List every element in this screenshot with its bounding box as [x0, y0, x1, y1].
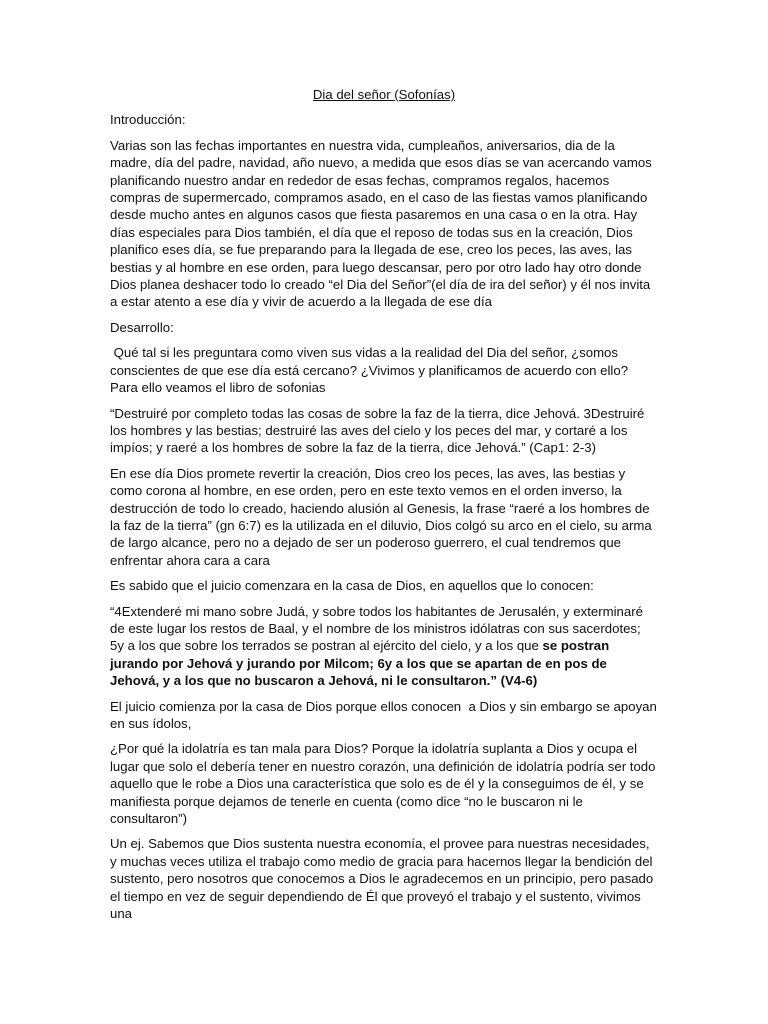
question-paragraph: Qué tal si les preguntara como viven sus vidas a la realidad del Dia del señor, ¿somos conscientes de que ese día está cercano? ¿Vivimos y planificamos de acuerdo con ello? Para ello veamos el libro de sofonias [110, 345, 632, 396]
scripture-quote-1: “Destruiré por completo todas las cosas de sobre la faz de la tierra, dice Jehová. 3Destruiré los hombres y las bestias; destruiré las aves del cielo y los peces del mar, y cortaré a los impíos; y raeré a los hombres de sobre la faz de la tierra, dice Jehová.” (Cap1: 2-3) [110, 405, 645, 456]
example-paragraph: Un ej. Sabemos que Dios sustenta nuestra economía, el provee para nuestras necesidades, y muchas veces utiliza el trabajo como medio de gracia para hacernos llegar la bendición del sustento, pero nosotros que conocemos a Dios le agradecemos en un principio, pero pasado el tiempo en vez de seguir dependiendo de Él que proveyó el trabajo y el sustento, vivimos una [110, 836, 654, 922]
intro-paragraph: Varias son las fechas importantes en nuestra vida, cumpleaños, aniversarios, dia de la madre, día del padre, navidad, año nuevo, a medida que esos días se van acercando vamos planificando nuestro andar en rededor de esas fechas, compramos regalos, hacemos compras de supermercado, compramos asado, en el caso de las fiestas vamos planificando desde mucho antes en algunos casos que fiesta pasaremos en una casa o en la otra. Hay días especiales para Dios también, el día que el reposo de todas sus en la creación, Dios planifico eses día, se fue preparando para la llegada de ese, creo los peces, las aves, las bestias y al hombre en ese orden, para luego descansar, pero por otro lado hay otro donde Dios planea deshacer todo lo creado “el Dia del Señor”(el día de ira del señor) y él nos invita a estar atento a ese día y vivir de acuerdo a la llegada de ese día [110, 137, 652, 310]
quote-2-plain-text: “4Extenderé mi mano sobre Judá, y sobre todos los habitantes de Jerusalén, y exterminaré de este lugar los restos de Baal, y el nombre de los ministros idólatras con sus sacerdotes; 5y a los que sobre los terrados se postran al ejército del cielo, y a los que [110, 603, 643, 654]
development-heading: Desarrollo: [110, 319, 174, 335]
scripture-quote-2 [110, 603, 658, 690]
house-of-god-paragraph: El juicio comienza por la casa de Dios porque ellos conocen a Dios y sin embargo se apoyan en sus ídolos, [110, 698, 661, 731]
intro-heading: Introducción: [110, 112, 186, 128]
document-page [110, 86, 661, 930]
revert-creation-paragraph: En ese día Dios promete revertir la creación, Dios creo los peces, las aves, las bestias y como corona al hombre, en ese orden, pero en este texto vemos en el orden inverso, la destrucción de todo lo creado, haciendo alusión al Genesis, la frase “raeré a los hombres de la faz de la tierra” (gn 6:7) es la utilizada en el diluvio, Dios colgó su arco en el cielo, su arma de largo alcance, pero no a dejado de ser un poderoso guerrero, el cual tendremos que enfrentar ahora cara a cara [110, 465, 652, 568]
judgment-paragraph: Es sabido que el juicio comenzara en la casa de Dios, en aquellos que lo conocen: [110, 578, 594, 594]
quote-2-bold-text: se postran jurando por Jehová y jurando por Milcom; 6y a los que se apartan de en pos de Jehová, y a los que no buscaron a Jehová, ni le consultaron.” (V4-6) [110, 638, 610, 689]
idolatry-paragraph: ¿Por qué la idolatría es tan mala para Dios? Porque la idolatría suplanta a Dios y ocupa el lugar que solo el debería tener en nuestro corazón, una definición de idolatría podría ser todo aquello que le robe a Dios una característica que solo es de él y la conseguimos de él, y se manifiesta porque dejamos de tenerle en cuenta (como dice “no le buscaron ni le consultaron”) [110, 741, 656, 827]
document-title: Dia del señor (Sofonías) [312, 87, 456, 102]
